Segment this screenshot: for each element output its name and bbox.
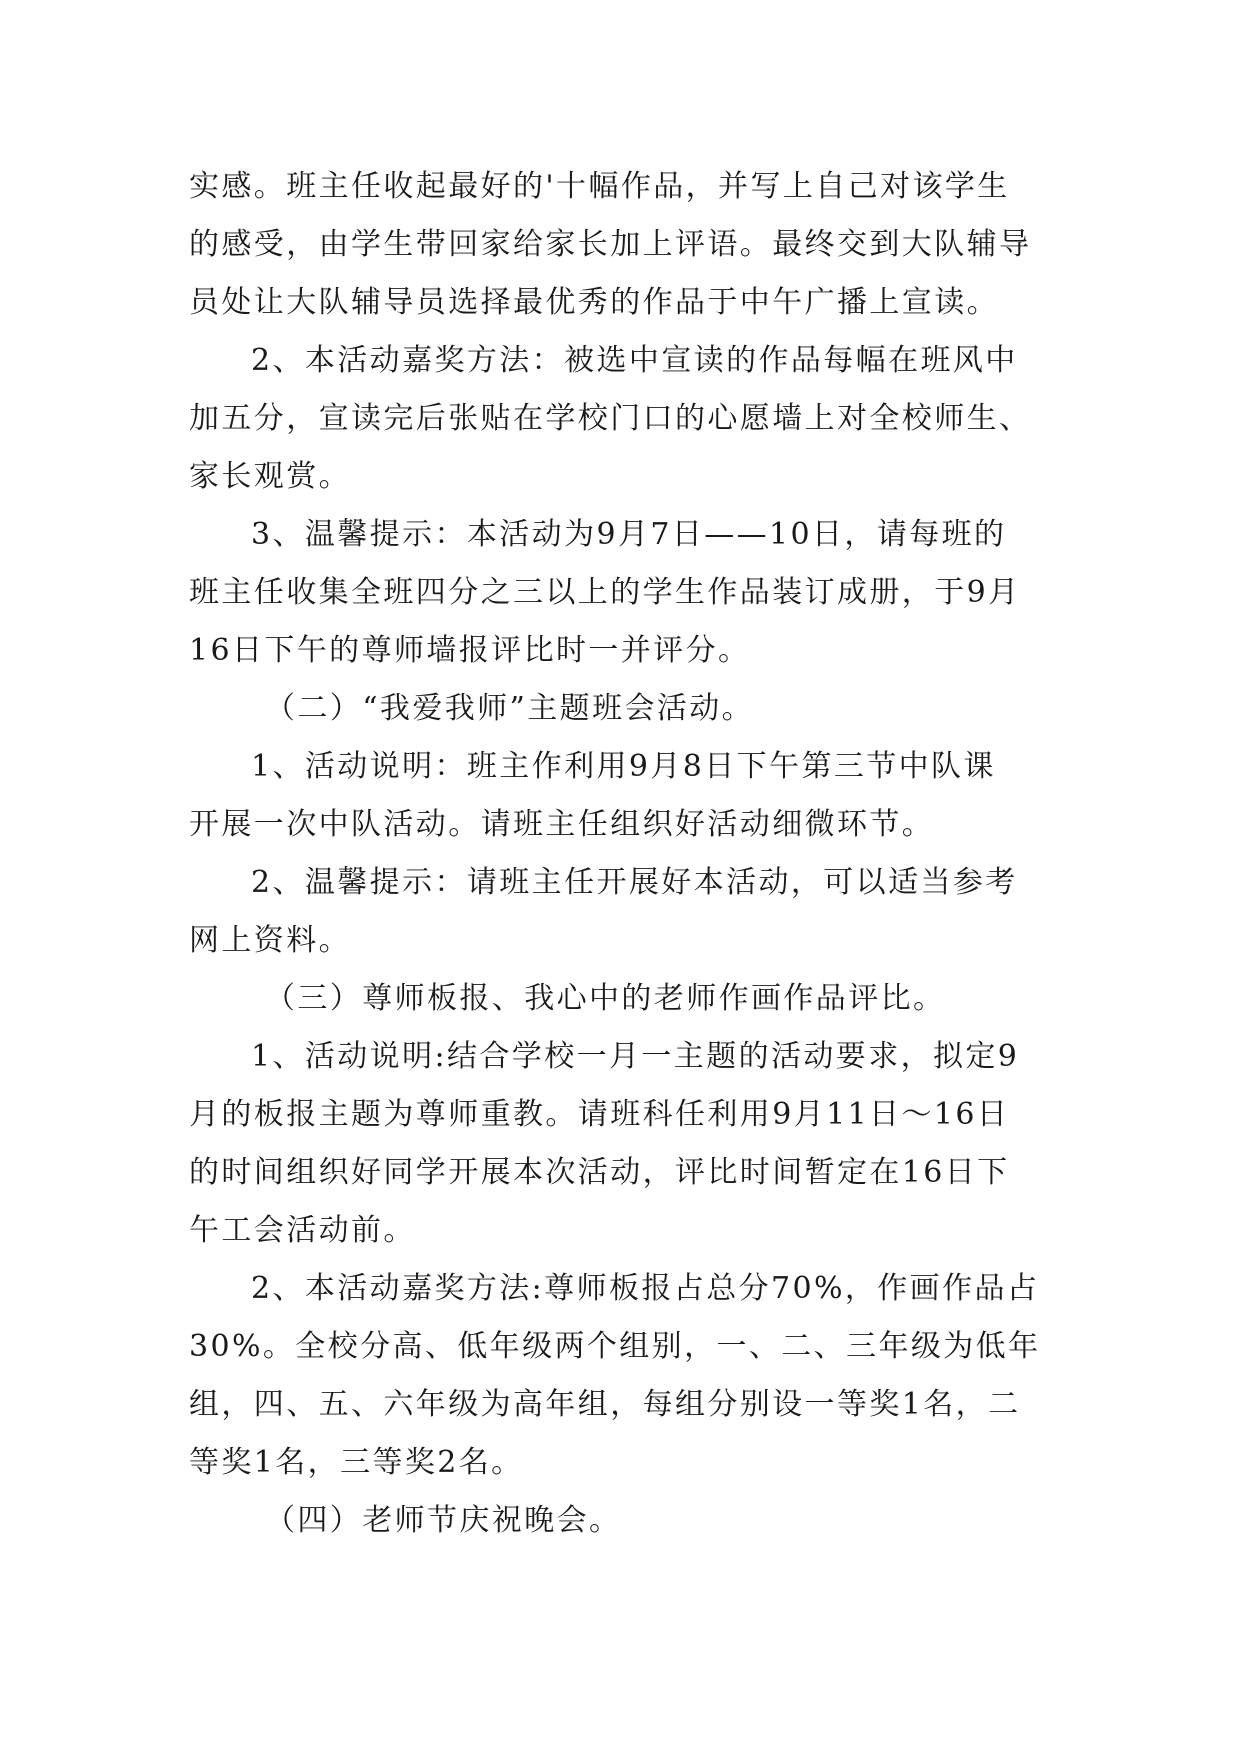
text-line: 3、温馨提示：本活动为9月7日——10日，请每班的 <box>251 517 1007 552</box>
text-line: 午工会活动前。 <box>189 1213 416 1248</box>
text-line: 的感受，由学生带回家给家长加上评语。最终交到大队辅导 <box>189 227 1032 262</box>
text-line: 家长观赏。 <box>189 459 351 494</box>
text-line: 2、本活动嘉奖方法：被选中宣读的作品每幅在班风中 <box>251 343 1018 378</box>
text-line: 实感。班主任收起最好的'十幅作品，并写上自己对该学生 <box>189 169 1010 204</box>
text-line: 的时间组织好同学开展本次活动，评比时间暂定在16日下 <box>189 1155 1010 1190</box>
text-line: 1、活动说明：班主作利用9月8日下午第三节中队课 <box>251 749 996 784</box>
text-line: 月的板报主题为尊师重教。请班科任利用9月11日～16日 <box>189 1097 1010 1132</box>
text-line: 组，四、五、六年级为高年组，每组分别设一等奖1名，二 <box>189 1387 1021 1422</box>
section-heading: （二）“我爱我师”主题班会活动。 <box>265 691 755 726</box>
text-line: 30%。全校分高、低年级两个组别，一、二、三年级为低年 <box>189 1329 1041 1364</box>
text-line: 加五分，宣读完后张贴在学校门口的心愿墙上对全校师生、 <box>189 401 1032 436</box>
text-line: 等奖1名，三等奖2名。 <box>189 1445 524 1480</box>
text-line: 2、本活动嘉奖方法:尊师板报占总分70%，作画作品占 <box>251 1271 1040 1306</box>
section-heading: （四）老师节庆祝晚会。 <box>265 1503 622 1538</box>
text-line: 班主任收集全班四分之三以上的学生作品装订成册，于9月 <box>189 575 1021 610</box>
document-body <box>189 158 1069 1550</box>
text-line: 网上资料。 <box>189 923 351 958</box>
text-line: 1、活动说明:结合学校一月一主题的活动要求，拟定9 <box>251 1039 1020 1074</box>
text-line: 员处让大队辅导员选择最优秀的作品于中午广播上宣读。 <box>189 285 999 320</box>
text-line: 2、温馨提示：请班主任开展好本活动，可以适当参考 <box>251 865 1018 900</box>
section-heading: （三）尊师板报、我心中的老师作画作品评比。 <box>265 981 946 1016</box>
text-line: 16日下午的尊师墙报评比时一并评分。 <box>189 633 751 668</box>
text-line: 开展一次中队活动。请班主任组织好活动细微环节。 <box>189 807 935 842</box>
